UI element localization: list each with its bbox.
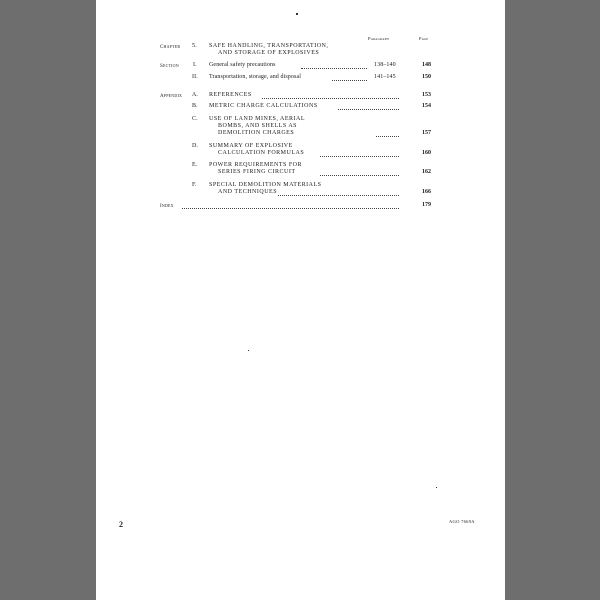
appendix-title-line: SUMMARY OF EXPLOSIVE xyxy=(209,143,293,149)
appendix-page: 154 xyxy=(422,103,431,109)
appendix-title-line: BOMBS, AND SHELLS AS xyxy=(218,123,298,129)
appendix-title-line: SPECIAL DEMOLITION MATERIALS xyxy=(209,182,322,188)
appendix-letter: F. xyxy=(192,182,197,188)
scan-speck xyxy=(296,13,298,15)
section-page: 150 xyxy=(422,74,431,80)
dot-leader xyxy=(278,195,399,196)
appendix-title-line: SERIES FIRING CIRCUIT xyxy=(218,169,296,175)
chapter-label: Chapter xyxy=(160,45,181,50)
chapter-title-line-1: SAFE HANDLING, TRANSPORTATION, xyxy=(209,43,329,49)
appendix-title-line: POWER REQUIREMENTS FOR xyxy=(209,162,303,168)
dot-leader xyxy=(338,109,399,110)
index-page: 179 xyxy=(422,202,431,208)
appendix-page: 160 xyxy=(422,150,431,156)
appendix-letter: A. xyxy=(192,92,199,98)
appendix-title-line: AND TECHNIQUES xyxy=(218,189,278,195)
dot-leader xyxy=(332,80,367,81)
dot-leader xyxy=(320,156,399,157)
section-number: I. xyxy=(193,62,197,68)
document-code: AGO 7669A xyxy=(449,519,475,524)
page-column-header: Page xyxy=(419,36,429,41)
section-paragraphs: 141–145 xyxy=(374,74,396,80)
appendix-title-line: DEMOLITION CHARGES xyxy=(218,130,295,136)
section-paragraphs: 138–140 xyxy=(374,62,396,68)
dot-leader xyxy=(320,175,399,176)
chapter-title-line-2: AND STORAGE OF EXPLOSIVES xyxy=(218,50,320,56)
section-label: Section xyxy=(160,64,179,69)
appendix-letter: B. xyxy=(192,103,198,109)
index-label: Index xyxy=(160,204,174,209)
page-number: 2 xyxy=(119,520,123,529)
appendix-page: 153 xyxy=(422,92,431,98)
appendix-page: 162 xyxy=(422,169,431,175)
document-page xyxy=(96,0,505,600)
appendix-title-line: METRIC CHARGE CALCULATIONS xyxy=(209,103,318,109)
appendix-label: Appendix xyxy=(160,94,183,99)
appendix-title-line: USE OF LAND MINES, AERIAL xyxy=(209,116,306,122)
dot-leader xyxy=(376,136,399,137)
dot-leader xyxy=(182,208,399,209)
appendix-letter: E. xyxy=(192,162,198,168)
chapter-number: 5. xyxy=(192,43,197,49)
paragraph-column-header: Paragraph xyxy=(368,36,389,41)
appendix-page: 157 xyxy=(422,130,431,136)
section-title: General safety precautions xyxy=(209,62,276,68)
section-title: Transportation, storage, and disposal xyxy=(209,74,301,80)
appendix-title-line: CALCULATION FORMULAS xyxy=(218,150,305,156)
dot-leader xyxy=(301,68,367,69)
appendix-letter: C. xyxy=(192,116,198,122)
scan-speck xyxy=(248,350,249,351)
scan-speck xyxy=(436,487,437,488)
section-number: II. xyxy=(192,74,198,80)
section-page: 148 xyxy=(422,62,431,68)
appendix-page: 166 xyxy=(422,189,431,195)
appendix-letter: D. xyxy=(192,143,199,149)
dot-leader xyxy=(262,98,399,99)
appendix-title-line: REFERENCES xyxy=(209,92,252,98)
